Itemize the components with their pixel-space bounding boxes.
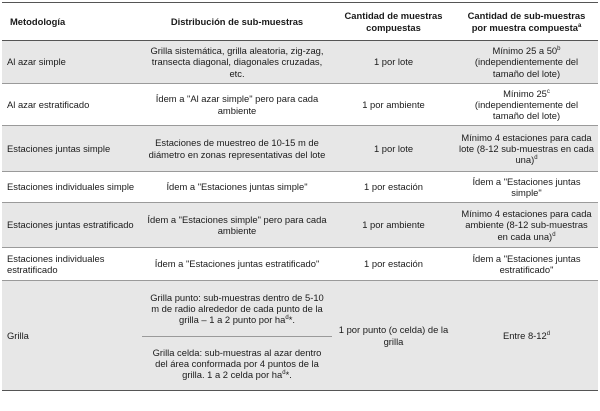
sub-cell [455,203,598,248]
compuestas-cell: 1 por estación [332,172,455,203]
metodologia-cell: Estaciones individuales simple [2,172,142,203]
sub-cell [455,126,598,172]
grilla-sub-sup: d [546,330,551,337]
sub-text: Mínimo 4 estaciones para cada lote (8-12 sub-muestras en cada una) [459,131,594,166]
grilla-sub-text: Entre 8-12 [502,329,547,341]
distribucion-cell: Grilla sistemática, grilla aleatoria, zig-zag, transecta diagonal, diagonales cruzadas, etc. [142,41,332,84]
compuestas-cell: 1 por lote [332,126,455,172]
sub-cell [455,172,598,203]
grilla-celda-text: Grilla celda: sub-muestras al azar dentro del área conformada por 4 puntos de la grilla. 1 a 2 celda por ha [152,346,322,381]
table-row [2,126,598,172]
header-cantidad-sub [455,3,598,41]
grilla-metodologia-cell: Grilla [2,281,142,391]
grilla-celda-end: *. [285,369,292,381]
compuestas-cell: 1 por estación [332,248,455,281]
sub-text: Mínimo 25 [503,87,547,99]
grilla-sub-cell [455,281,598,391]
distribucion-cell: Estaciones de muestreo de 10-15 m de diámetro en zonas representativas del lote [142,126,332,172]
table-row [2,203,598,248]
sub-sup: d [534,154,538,161]
compuestas-cell: 1 por ambiente [332,203,455,248]
grilla-celda-cell [142,337,332,391]
sub-sup: c [546,88,550,95]
sub-cell [455,248,598,281]
sub-text: Ídem a "Estaciones juntas simple" [472,175,581,198]
table-row [2,172,598,203]
compuestas-cell: 1 por lote [332,41,455,84]
sub-text-end: (independientemente del tamaño del lote) [474,56,579,79]
sub-text-end: (independientemente del tamaño del lote) [474,98,579,122]
sub-sup: d [552,231,556,238]
distribucion-cell: Ídem a "Estaciones simple" pero para cada ambiente [142,203,332,248]
table-row [2,41,598,84]
header-row [2,3,598,41]
header-cantidad-sub-sup: a [577,22,582,29]
sub-text: Ídem a "Estaciones juntas estratificado" [472,252,581,275]
compuestas-cell: 1 por ambiente [332,84,455,126]
sub-sup: b [557,46,561,53]
metodologia-cell: Al azar estratificado [2,84,142,126]
grilla-punto-text: Grilla punto: sub-muestras dentro de 5-10 m de radio alrededor de cada punto de la grilla – 1 a 2 punto por ha [150,291,324,326]
header-cantidad-sub-text: Cantidad de sub-muestras por muestra compuesta [467,10,586,33]
distribucion-cell: Ídem a "Al azar simple" pero para cada ambiente [142,84,332,126]
metodologia-cell: Al azar simple [2,41,142,84]
header-metodologia: Metodología [2,3,142,41]
header-cantidad-compuestas: Cantidad de muestras compuestas [332,3,455,41]
metodologia-cell: Estaciones juntas estratificado [2,203,142,248]
sub-text: Mínimo 25 a 50 [492,45,558,57]
table-row [2,248,598,281]
grilla-celda-sup: d [282,369,286,376]
sub-text: Mínimo 4 estaciones para cada ambiente (8-12 sub-muestras en cada una) [461,208,592,242]
table-row [2,84,598,126]
sub-cell [455,41,598,84]
grilla-punto-sup: d [285,314,289,321]
grilla-punto-end: *. [288,314,295,326]
grilla-row [2,281,598,337]
sampling-methods-table [2,2,598,391]
sub-cell [455,84,598,126]
metodologia-cell: Estaciones individuales estratificado [2,248,142,281]
metodologia-cell: Estaciones juntas simple [2,126,142,172]
header-distribucion: Distribución de sub-muestras [142,3,332,41]
grilla-punto-cell [142,281,332,337]
distribucion-cell: Ídem a "Estaciones juntas estratificado" [142,248,332,281]
distribucion-cell: Ídem a "Estaciones juntas simple" [142,172,332,203]
grilla-compuestas-cell: 1 por punto (o celda) de la grilla [332,281,455,391]
